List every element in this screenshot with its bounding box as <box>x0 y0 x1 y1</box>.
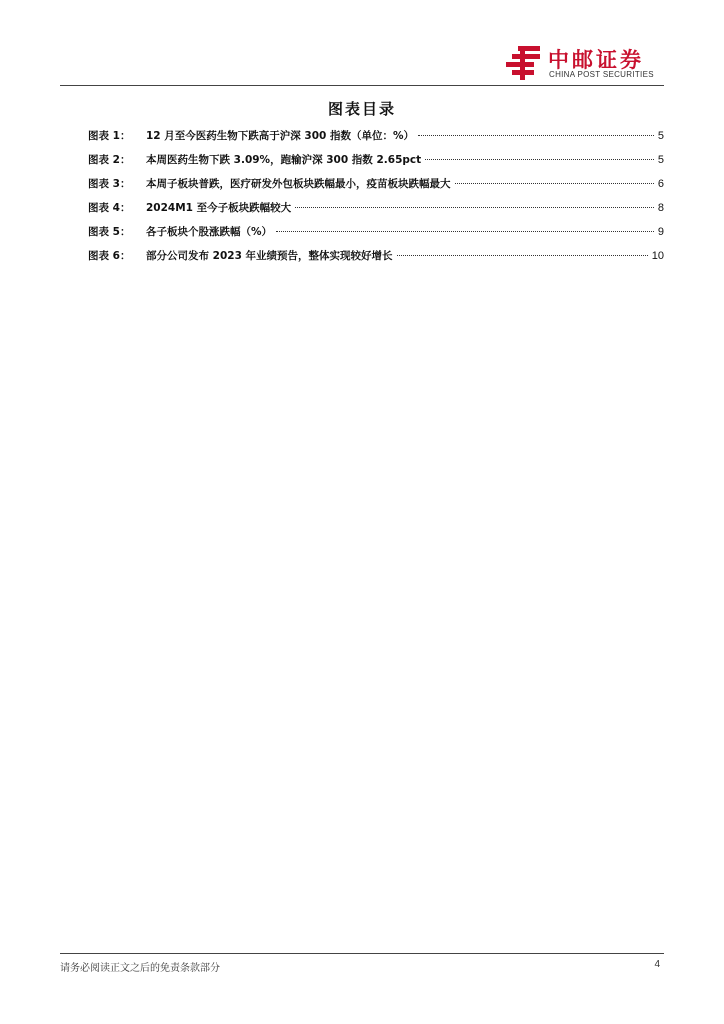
page-number: 4 <box>654 959 660 970</box>
company-logo <box>504 44 664 82</box>
toc-entry-1[interactable] <box>88 128 664 152</box>
toc-dot-leader <box>397 254 648 256</box>
toc-dot-leader <box>418 134 654 136</box>
toc-entry-text: 部分公司发布 2023 年业绩预告，整体实现较好增长 <box>146 250 393 262</box>
toc-entry-label: 图表 5： <box>88 226 131 238</box>
disclaimer-note: 请务必阅读正文之后的免责条款部分 <box>60 963 220 974</box>
toc-dot-leader <box>425 158 654 160</box>
toc-entry-page: 5 <box>657 130 664 142</box>
toc-entry-5[interactable] <box>88 224 664 248</box>
toc-entry-6[interactable] <box>88 248 664 272</box>
toc-entry-label: 图表 1： <box>88 130 131 142</box>
toc-entry-label: 图表 2： <box>88 154 131 166</box>
toc-entry-text: 12 月至今医药生物下跌高于沪深 300 指数（单位：%） <box>146 130 415 142</box>
logo-english-text: CHINA POST SECURITIES <box>549 70 654 79</box>
logo-chinese-text: 中邮证券 <box>548 48 644 72</box>
toc-entry-page: 5 <box>657 154 664 166</box>
page-header <box>60 40 664 86</box>
china-post-emblem-icon <box>504 44 544 82</box>
toc-entry-text: 本周医药生物下跌 3.09%，跑输沪深 300 指数 2.65pct <box>146 154 422 166</box>
page-footer <box>60 953 664 974</box>
toc-dot-leader <box>276 230 654 232</box>
toc-entry-page: 9 <box>657 226 664 238</box>
toc-entry-text: 本周子板块普跌，医疗研发外包板块跌幅最小，疫苗板块跌幅最大 <box>146 178 451 190</box>
toc-dot-leader <box>295 206 654 208</box>
toc-entry-text: 2024M1 至今子板块跌幅较大 <box>146 202 292 214</box>
toc-entry-2[interactable] <box>88 152 664 176</box>
toc-entry-page: 8 <box>657 202 664 214</box>
toc-dot-leader <box>455 182 654 184</box>
toc-entry-4[interactable] <box>88 200 664 224</box>
toc-entry-page: 10 <box>651 250 664 262</box>
table-of-figures <box>88 128 664 272</box>
toc-entry-label: 图表 3： <box>88 178 131 190</box>
toc-title: 图表目录 <box>327 100 396 118</box>
toc-entry-page: 6 <box>657 178 664 190</box>
toc-entry-3[interactable] <box>88 176 664 200</box>
toc-entry-label: 图表 6： <box>88 250 131 262</box>
toc-entry-label: 图表 4： <box>88 202 131 214</box>
toc-entry-text: 各子板块个股涨跌幅（%） <box>146 226 273 238</box>
